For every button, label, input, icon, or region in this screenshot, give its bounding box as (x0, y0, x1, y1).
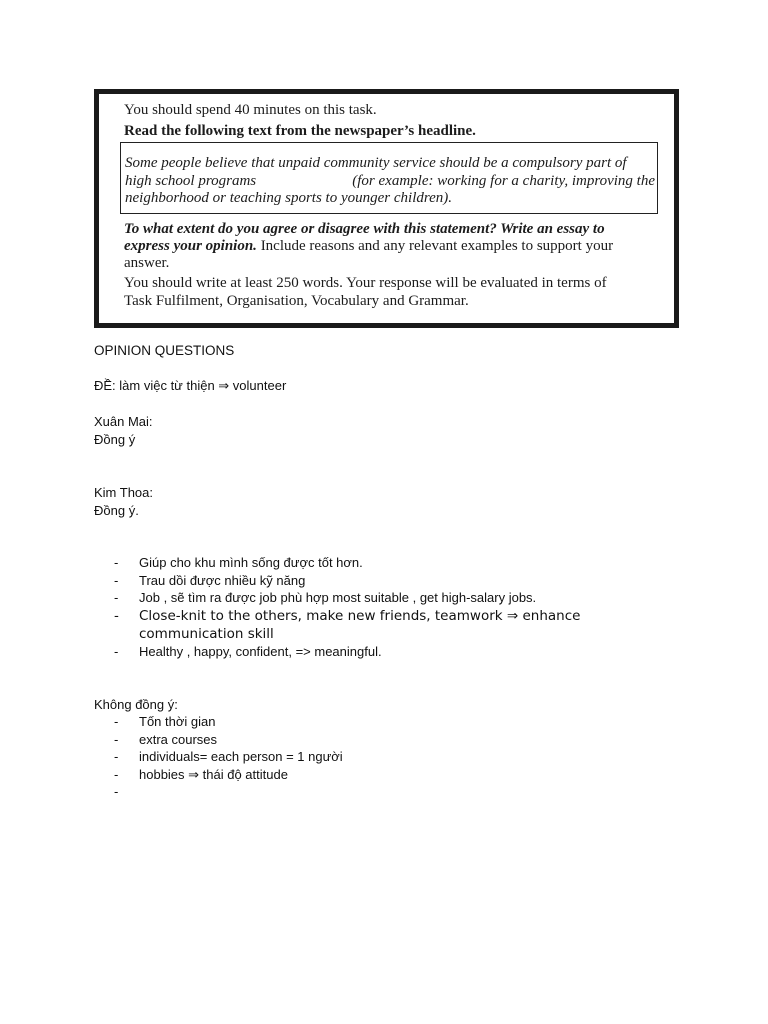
list-item (114, 731, 343, 749)
bullet-dash: - (114, 784, 119, 799)
disagree-list (114, 713, 343, 799)
list-item (114, 572, 619, 590)
person-2-name: Kim Thoa: (94, 485, 154, 500)
question-bold-part: express your opinion. (124, 238, 257, 254)
list-item (114, 766, 343, 784)
list-item (114, 607, 619, 643)
prompt-line-2-part-b: (for example: working for a charity, improving the (352, 173, 655, 189)
task-time-line: You should spend 40 minutes on this task. (124, 102, 377, 118)
list-item-text: Trau dồi được nhiều kỹ năng (139, 572, 306, 588)
notes-heading: OPINION QUESTIONS (94, 343, 235, 358)
task-instruction-line: Read the following text from the newspaper’s headline. (124, 123, 476, 139)
list-item-text: Tốn thời gian (139, 714, 216, 729)
word-count-line-2: Task Fulfilment, Organisation, Vocabulary and Grammar. (124, 293, 469, 309)
bullet-dash: - (114, 607, 119, 624)
list-item-text: Job , sẽ tìm ra được job phù hợp most suitable , get high-salary jobs. (139, 590, 537, 605)
bullet-dash: - (114, 749, 119, 764)
bullet-dash: - (114, 555, 119, 570)
prompt-line-2 (125, 173, 655, 190)
agree-list (114, 554, 619, 660)
topic-line: ĐỀ: làm việc từ thiện ⇒ volunteer (94, 378, 287, 393)
list-item (114, 748, 343, 766)
list-item (114, 554, 619, 572)
list-item (114, 713, 343, 731)
prompt-line-2-part-a: high school programs (125, 173, 257, 189)
task-image (94, 89, 679, 328)
bullet-dash: - (114, 572, 119, 588)
prompt-line-3: neighborhood or teaching sports to younger children). (125, 190, 453, 206)
list-item-text: extra courses (139, 731, 218, 747)
bullet-dash: - (114, 643, 119, 659)
prompt-line-1: Some people believe that unpaid community service should be a compulsory part of (125, 155, 627, 171)
question-line-3: answer. (124, 255, 170, 271)
question-line-1: To what extent do you agree or disagree with this statement? Write an essay to (124, 221, 605, 237)
list-item-text: Giúp cho khu mình sống được tốt hơn. (139, 555, 363, 570)
bullet-dash: - (114, 766, 119, 782)
list-item-text: individuals= each person = 1 người (139, 749, 343, 764)
list-item (114, 643, 619, 661)
person-1-name: Xuân Mai: (94, 414, 153, 429)
list-item (114, 589, 619, 607)
question-line-2 (124, 238, 613, 255)
list-item-text: hobbies ⇒ thái độ attitude (139, 766, 288, 782)
disagree-heading: Không đồng ý: (94, 697, 178, 712)
bullet-dash: - (114, 731, 119, 747)
person-2-view: Đồng ý. (94, 503, 139, 518)
question-rest-part: Include reasons and any relevant examples to support your (256, 238, 614, 254)
bullet-dash: - (114, 714, 119, 729)
list-item-text: Healthy , happy, confident, => meaningful. (139, 643, 382, 659)
prompt-box (120, 142, 658, 214)
list-item-text: Close-knit to the others, make new friends, teamwork ⇒ enhance communication skill (139, 607, 581, 642)
bullet-dash: - (114, 590, 119, 605)
word-count-line-1: You should write at least 250 words. Your response will be evaluated in terms of (124, 275, 607, 291)
person-1-view: Đồng ý (94, 432, 136, 447)
